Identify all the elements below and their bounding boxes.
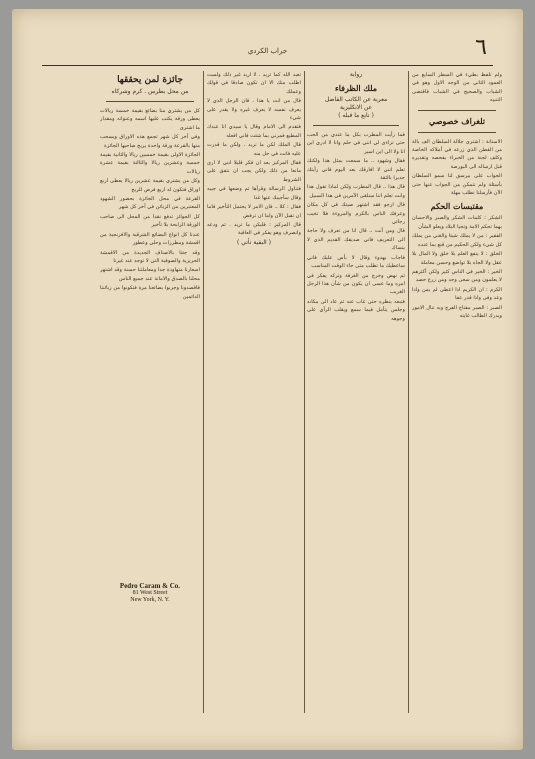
column-paragraph: الخلق : لا ينفع العلم بلا خلق ولا المال بلا عقل ولا الجاه بلا تواضع وحسن معاملة: [412, 251, 502, 266]
column-2: [307, 71, 405, 713]
ad-paragraph: عندنا كل انواع البضائع الشرقية والافرنجية من اقمشة ومطرزات وحلي وعطور: [100, 231, 200, 247]
story-paragraph: فتبعه بنظره حتى غاب عنه ثم عاد الى مكانه وجلس يتأمل فيما سمع ويقلب الرأي على وجوهه: [307, 298, 405, 322]
column-divider: [106, 101, 194, 102]
advertiser-address: 81 West Street: [132, 590, 168, 596]
ad-paragraph: القرعة في محل الجائزة بحضور الشهود المعتبرين من الزبائن في آخر كل شهر: [100, 196, 200, 211]
ad-paragraph: وفي آخر كل شهر تجمع هذه الاوراق ويسحب منها بالقرعة ورقة واحدة يربح صاحبها الجائزة: [100, 134, 200, 149]
story-paragraph: فقال وشهود .. ما سمعت بمثل هذا ولكنك تعلم انني لا افارقك بعد اليوم فاني رأيتك جديرا بالثقة: [307, 158, 405, 182]
journal-title: جراب الكردي: [247, 47, 288, 55]
ad-paragraph: وكل من يشتري بقيمة عشرين ريالا يعطى اربع اوراق فتكون له اربع فرص للربح: [100, 178, 200, 193]
story-subtitle: عن الانكليزية: [339, 104, 373, 111]
ad-paragraph: الجائزة الاولى بقيمة خمسين ريالا والثانية بقيمة خمسة وعشرين ريالا والثالثة بقيمة عشرة ريالات: [100, 152, 200, 175]
column-1: [412, 71, 502, 713]
telegram-heading: تلغراف خصوصي: [429, 115, 485, 126]
story-continued-note: ( تابع ما قبله ): [338, 112, 374, 119]
story-subtitle: معربة عن الكاتب الفاضل: [324, 96, 388, 103]
advertiser-imprint: [100, 583, 200, 604]
story-paragraph: قال ارجو فقد اشتهر صيتك في كل مكان وعرفك الناس بالكرم والمروءة فلا تخيب رجائي: [307, 202, 405, 226]
ad-paragraph: كل من يشتري منا بضائع بقيمة خمسة ريالات يعطى ورقة يكتب عليها اسمه وعنوانه ومقدار ما اشترى: [100, 108, 200, 131]
column-rule: [408, 71, 409, 713]
story-paragraph: فتناول الرسالة وقرأها ثم وضعها في جيبه وقال سأجيبك عنها غدا: [207, 186, 301, 201]
story-paragraph: قال من انت يا هذا . فان الرجل الذي لا يعرف نفسه لا يعرف غيره ولا يقدر على شيء: [207, 98, 301, 122]
prize-ad-body: [100, 107, 200, 577]
column-divider: [418, 110, 496, 111]
page-header: [42, 35, 493, 67]
story-paragraph: فاجاب بهدوء وقال لا بأس عليك فاني ساعطيك ما تطلب متى جاء الوقت المناسب: [307, 254, 405, 270]
newspaper-page: [12, 9, 523, 750]
ad-paragraph: اسعارنا متهاودة جدا ومعاملتنا حسنة وقد اشتهر محلنا بالصدق والامانة عند جميع الناس: [100, 267, 200, 282]
section-heading: مقتبسات الحكم: [430, 201, 484, 212]
column-rule: [304, 71, 305, 713]
story-paragraph: قال هذا .. قال المطرب ولكن لماذا تقول هذا وانت تعلم اننا سنلقى الأمرين في هذا السبيل: [307, 184, 405, 199]
advertiser-city: New York, N. Y.: [130, 597, 170, 603]
column-paragraph: الشكر : كلمات الشكر والصبر والاحسان بهما تحكم الامة وتحيا البلاد ويعلو الشأن: [412, 215, 502, 230]
column-paragraph: الخير : الخير في الناس كثير ولكن أكثرهم لا يعلمون ومن سعى وجد ومن زرع حصد: [412, 268, 502, 284]
column-4: [100, 71, 200, 713]
prize-ad-title: جائزة لمن يحققها: [117, 75, 183, 85]
story-paragraph: فقال : كلا .. فان الامر لا يحتمل التأخير فاما ان تقبل الآن واما ان ترفض: [207, 204, 301, 219]
prize-ad-subtitle: من محل بطرس . كرم وشركاه: [111, 88, 189, 95]
story-paragraph: فقال المركيز بعد ان فكر قليلا انني لا ارى مانعا من ذلك ولكن يجب ان نتفق على الشروط: [207, 160, 301, 183]
column-paragraph: الاستانة : اشترى جلالة السلطان الف بالة من القطن الذي زرعه في أملاكه الخاصة وكلف لجنة من الخبراء بفحصه وتقديره قبل ارساله الى البورصة: [412, 138, 502, 170]
ad-paragraph: كل الجوائز تدفع نقدا من المحل الى صاحب الورقة الرابحة بلا تأخير: [100, 213, 200, 229]
ad-paragraph: فاقصدونا وجربوا بضائعنا مرة فتكونوا من زبائننا الدائمين: [100, 285, 200, 300]
to-be-continued: ( البقية تأتي ): [237, 238, 271, 246]
story-paragraph: فما رأيت المطرب بكل ما عندي من الحب حتى تراءى لي انني في حلم وانا لا ادري اين انا ولا الى اين اسير: [307, 132, 405, 155]
correction-note: ولم تلفظ بطيء في السطر السابع من العمود الثاني من الوجه الاول وهو في الشباب والصحيح في الشباب فاقتضى التنبيه: [412, 72, 502, 104]
story-paragraph: تعبد الله كما تريد . لا اريد غير ذلك ولست اطلب منك الا ان تكون صادقا في قولك وعملك: [207, 72, 301, 95]
column-divider: [313, 125, 399, 126]
story-paragraph: قال ومن أنت .. قال انا من تعرف ولا حاجة الى التعريف فاني صديقك القديم الذي لا ينساك: [307, 228, 405, 252]
column-paragraph: الصبر : الصبر مفتاح الفرج وبه تنال الامور ويدرك الطالب غايته: [412, 304, 502, 319]
column-divider: [418, 132, 496, 133]
story-paragraph: ثم نهض وخرج من الغرفة وتركه يفكر في امره وما عسى ان يكون من شأن هذا الرجل الغريب: [307, 272, 405, 296]
column-rule: [203, 71, 204, 713]
story-paragraph: فتقدم الى الامام وقال يا سيدي انا عبدك المطيع فمرني بما شئت فاني افعله: [207, 124, 301, 139]
story-paragraph: قال الملك لكن ما تريد . ولكن ما قدرت عليه فانت في حل منه: [207, 142, 301, 157]
column-paragraph: الكرم : ان الكريم اذا اعطى لم يمن واذا وعد وفى واذا قدر عفا: [412, 286, 502, 302]
column-3: [207, 71, 301, 713]
column-paragraph: الفقير : من لا يملك شيئا والغني من يملك كل شيء ولكن الحكيم من قنع بما عنده: [412, 233, 502, 248]
story-paragraph: قال المركيز : فليكن ما تريد . ثم ودعه وانصرف وهو يفكر في العاقبة: [207, 221, 301, 237]
story-rubric: رواية: [349, 71, 363, 78]
column-paragraph: الجواب على بيرسق لنا سمو السلطان بأسئلة ولم نتمكن من الجواب عنها حتى الآن فأرسلنا نطلب مهلة: [412, 173, 502, 197]
story-title: ملك الظرفاء: [334, 83, 378, 93]
advertiser-name: Pedro Caram & Co.: [119, 582, 181, 590]
header-divider: [42, 65, 493, 66]
ad-paragraph: وقد جئنا بالاصناف الجديدة من الاقمشة الحريرية والصوفية التي لا توجد عند غيرنا: [100, 249, 200, 264]
page-number: ٦: [475, 35, 487, 60]
